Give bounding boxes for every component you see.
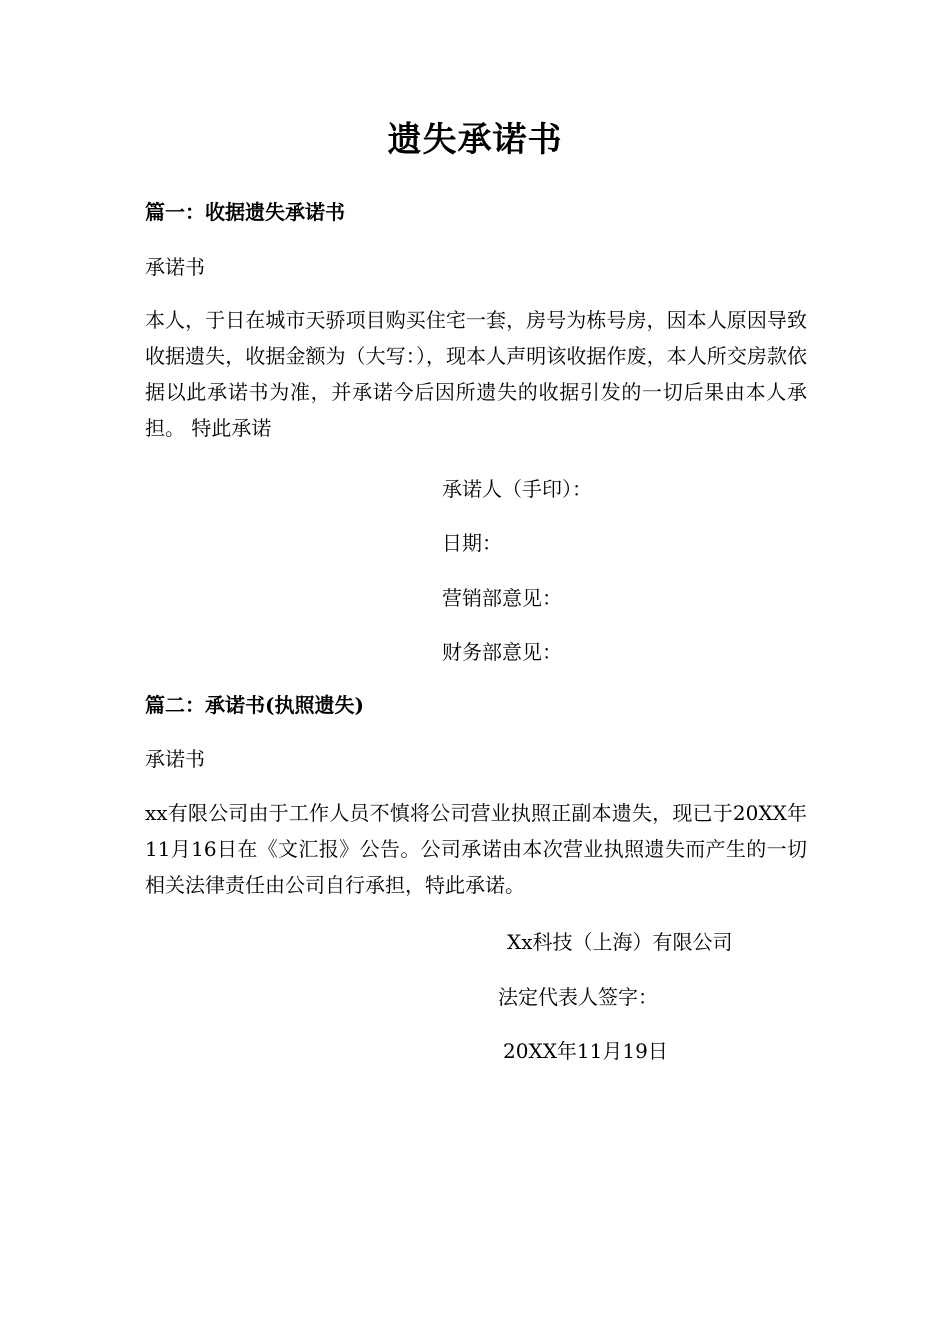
section1-signature-signer: 承诺人（手印）： — [442, 477, 592, 501]
section1-signature-marketing: 营销部意见： — [442, 586, 562, 610]
section2-heading: 篇二：承诺书(执照遗失) — [145, 693, 364, 717]
section2-signature-representative: 法定代表人签字： — [498, 985, 658, 1009]
document-title: 遗失承诺书 — [387, 120, 563, 160]
section2-signature-date: 20XX年11月19日 — [503, 1039, 668, 1063]
section1-subtitle: 承诺书 — [145, 255, 205, 279]
section2-signature-company: Xx科技（上海）有限公司 — [507, 930, 733, 954]
section1-heading: 篇一：收据遗失承诺书 — [145, 200, 345, 224]
section2-subtitle: 承诺书 — [145, 747, 205, 771]
section2-body: xx有限公司由于工作人员不慎将公司营业执照正副本遗失，现已于20XX年11月16日在《文汇报》公告。公司承诺由本次营业执照遗失而产生的一切相关法律责任由公司自行承担，特此承诺。 — [145, 801, 807, 897]
section1-signature-date: 日期： — [442, 531, 502, 555]
section1-body: 本人，于日在城市天骄项目购买住宅一套，房号为栋号房，因本人原因导致收据遗失，收据金额为（大写：），现本人声明该收据作废，本人所交房款依据以此承诺书为准，并承诺今后因所遗失的收据引发的一切后果由本人承担。 特此承诺 — [145, 308, 807, 440]
section1-signature-finance: 财务部意见： — [442, 640, 562, 664]
